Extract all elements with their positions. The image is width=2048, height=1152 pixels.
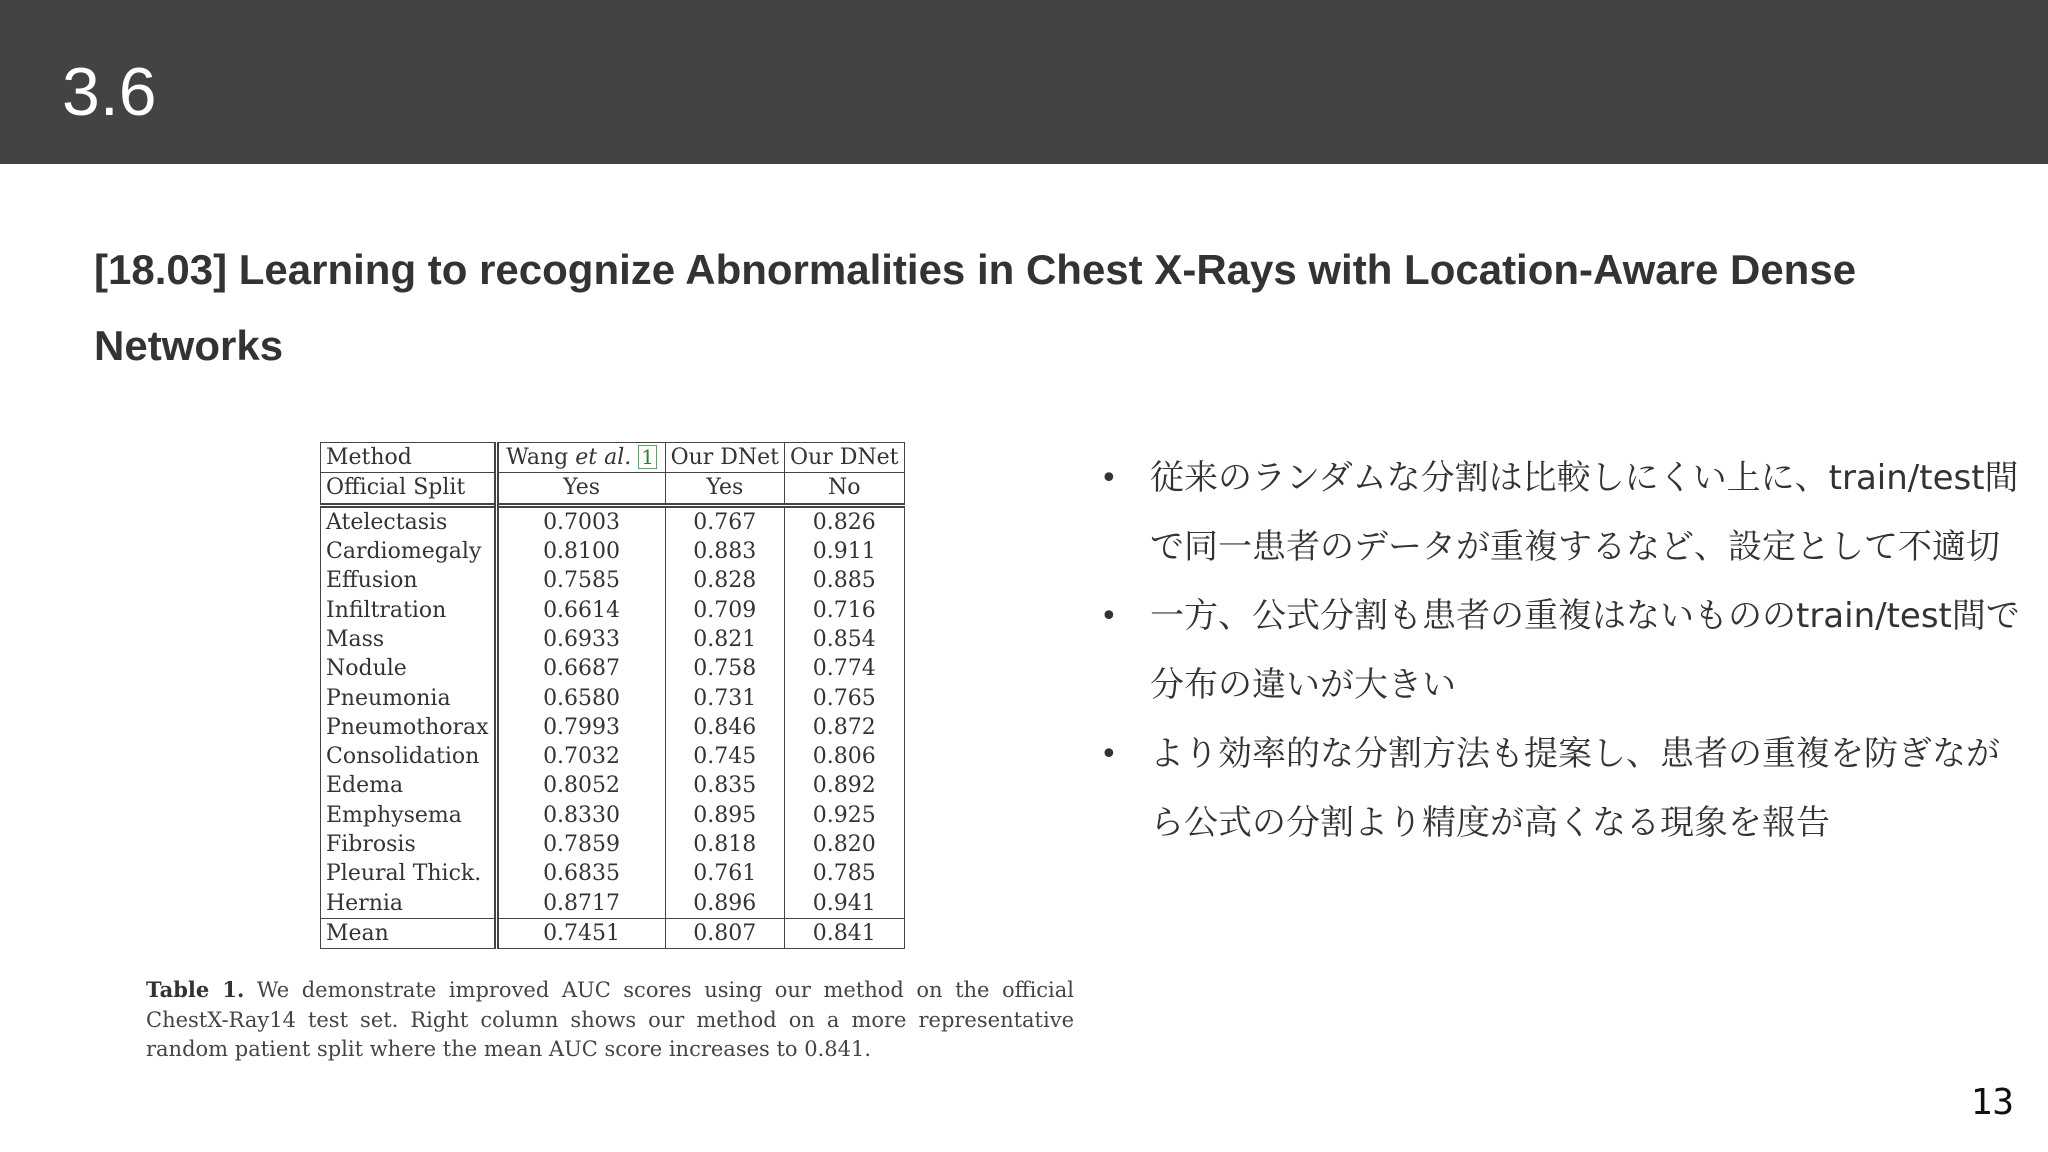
- table-row: [321, 683, 905, 712]
- cell-dnet-random: 0.911: [785, 537, 904, 566]
- cell-wang: 0.6614: [496, 595, 665, 624]
- mean-dnet-official: 0.807: [665, 918, 784, 948]
- row-label: Consolidation: [321, 742, 497, 771]
- table-row: [321, 566, 905, 595]
- table-row: [321, 537, 905, 566]
- table-split-row: [321, 473, 905, 505]
- caption-label: Table 1.: [146, 977, 245, 1002]
- cell-dnet-official: 0.818: [665, 830, 784, 859]
- split-dnet-official: Yes: [665, 473, 784, 505]
- bullet-dot-icon: •: [1100, 599, 1118, 634]
- bullet-text: より効率的な分割方法も提案し、患者の重複を防ぎながら公式の分割より精度が高くなる現象を報告: [1150, 734, 2000, 843]
- header-method: Method: [321, 443, 497, 473]
- cell-dnet-official: 0.895: [665, 801, 784, 830]
- row-label: Hernia: [321, 888, 497, 918]
- split-label: Official Split: [321, 473, 497, 505]
- bullet-item: [1100, 582, 2020, 720]
- cell-dnet-random: 0.785: [785, 859, 904, 888]
- cell-dnet-official: 0.828: [665, 566, 784, 595]
- cell-wang: 0.7859: [496, 830, 665, 859]
- bullet-dot-icon: •: [1100, 461, 1118, 496]
- bullet-dot-icon: •: [1100, 737, 1118, 772]
- bullet-item: [1100, 720, 2020, 858]
- cell-dnet-official: 0.758: [665, 654, 784, 683]
- bullet-text: 従来のランダムな分割は比較しにくい上に、train/test間で同一患者のデータが重複するなど、設定として不適切: [1150, 458, 2019, 567]
- table-header-row: [321, 443, 905, 473]
- section-number: 3.6: [62, 54, 157, 130]
- cell-wang: 0.6687: [496, 654, 665, 683]
- caption-text: We demonstrate improved AUC scores using our method on the official ChestX-Ray14 test set. Right column shows our method on a more representative random patient split where the mean AUC score increases to 0.841.: [146, 978, 1074, 1061]
- row-label: Pleural Thick.: [321, 859, 497, 888]
- row-label: Edema: [321, 771, 497, 800]
- row-label: Fibrosis: [321, 830, 497, 859]
- mean-wang: 0.7451: [496, 918, 665, 948]
- cell-dnet-official: 0.767: [665, 505, 784, 537]
- mean-dnet-random: 0.841: [785, 918, 904, 948]
- cell-wang: 0.8052: [496, 771, 665, 800]
- bullet-text: 一方、公式分割も患者の重複はないもののtrain/test間で分布の違いが大きい: [1150, 596, 2020, 705]
- header-bar: [0, 0, 2048, 164]
- row-label: Pneumonia: [321, 683, 497, 712]
- page-number: 13: [1970, 1082, 2014, 1123]
- cell-wang: 0.6580: [496, 683, 665, 712]
- cell-dnet-random: 0.925: [785, 801, 904, 830]
- table-row: [321, 505, 905, 537]
- bullet-list: [1100, 444, 2020, 858]
- cell-dnet-official: 0.835: [665, 771, 784, 800]
- cell-dnet-random: 0.765: [785, 683, 904, 712]
- row-label: Pneumothorax: [321, 713, 497, 742]
- split-wang: Yes: [496, 473, 665, 505]
- cell-wang: 0.7003: [496, 505, 665, 537]
- row-label: Nodule: [321, 654, 497, 683]
- cell-dnet-official: 0.761: [665, 859, 784, 888]
- table-row: [321, 771, 905, 800]
- table-row: [321, 713, 905, 742]
- header-wang-etal: et al.: [575, 445, 632, 471]
- cell-dnet-random: 0.885: [785, 566, 904, 595]
- header-wang: [496, 443, 665, 473]
- results-table: [320, 442, 905, 949]
- cell-dnet-random: 0.716: [785, 595, 904, 624]
- header-dnet-official: Our DNet: [665, 443, 784, 473]
- table-row: [321, 801, 905, 830]
- cell-dnet-official: 0.883: [665, 537, 784, 566]
- row-label: Effusion: [321, 566, 497, 595]
- cell-dnet-official: 0.731: [665, 683, 784, 712]
- table-mean-row: [321, 918, 905, 948]
- table-row: [321, 625, 905, 654]
- cell-dnet-random: 0.892: [785, 771, 904, 800]
- reference-link[interactable]: 1: [638, 445, 657, 469]
- table-row: [321, 654, 905, 683]
- header-dnet-random: Our DNet: [785, 443, 904, 473]
- cell-dnet-random: 0.820: [785, 830, 904, 859]
- table-row: [321, 888, 905, 918]
- cell-wang: 0.6933: [496, 625, 665, 654]
- cell-dnet-official: 0.745: [665, 742, 784, 771]
- slide-title: [18.03] Learning to recognize Abnormalities in Chest X-Rays with Location-Aware Dense Networks: [94, 246, 1857, 369]
- cell-wang: 0.7032: [496, 742, 665, 771]
- row-label: Emphysema: [321, 801, 497, 830]
- cell-dnet-official: 0.821: [665, 625, 784, 654]
- split-dnet-random: No: [785, 473, 904, 505]
- table-caption: [146, 975, 1074, 1065]
- table-row: [321, 859, 905, 888]
- cell-dnet-official: 0.709: [665, 595, 784, 624]
- mean-label: Mean: [321, 918, 497, 948]
- row-label: Atelectasis: [321, 505, 497, 537]
- cell-dnet-random: 0.806: [785, 742, 904, 771]
- bullet-item: [1100, 444, 2020, 582]
- cell-wang: 0.6835: [496, 859, 665, 888]
- cell-wang: 0.7993: [496, 713, 665, 742]
- cell-wang: 0.7585: [496, 566, 665, 595]
- cell-dnet-random: 0.774: [785, 654, 904, 683]
- row-label: Mass: [321, 625, 497, 654]
- cell-dnet-random: 0.872: [785, 713, 904, 742]
- cell-dnet-random: 0.826: [785, 505, 904, 537]
- table-row: [321, 830, 905, 859]
- cell-dnet-official: 0.846: [665, 713, 784, 742]
- header-wang-name: Wang: [506, 445, 576, 471]
- cell-wang: 0.8330: [496, 801, 665, 830]
- table-row: [321, 742, 905, 771]
- table-row: [321, 595, 905, 624]
- row-label: Infiltration: [321, 595, 497, 624]
- cell-wang: 0.8100: [496, 537, 665, 566]
- cell-dnet-random: 0.941: [785, 888, 904, 918]
- cell-dnet-random: 0.854: [785, 625, 904, 654]
- row-label: Cardiomegaly: [321, 537, 497, 566]
- cell-wang: 0.8717: [496, 888, 665, 918]
- cell-dnet-official: 0.896: [665, 888, 784, 918]
